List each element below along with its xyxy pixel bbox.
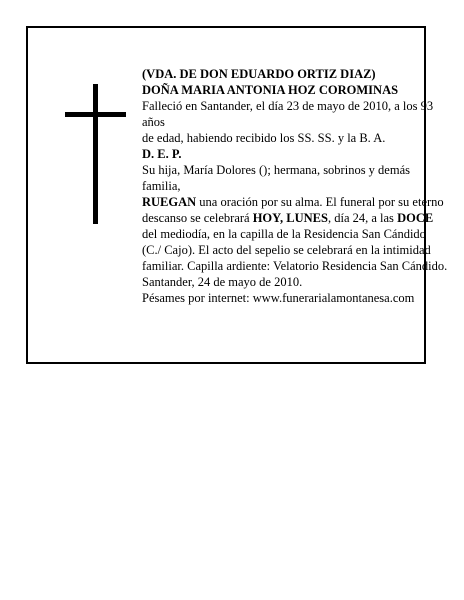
condolences-line: Pésames por internet: www.funerarialamontanesa.com (142, 291, 415, 305)
family-line: Su hija, María Dolores (); hermana, sobrinos y demás familia, (142, 163, 410, 193)
hoy-lunes: HOY, LUNES (252, 211, 328, 225)
date-line: Santander, 24 de mayo de 2010. (142, 275, 303, 289)
sacraments-line: de edad, habiendo recibido los SS. SS. y la B. A. (142, 131, 386, 145)
deceased-name: DOÑA MARIA ANTONIA HOZ COROMINAS (142, 83, 399, 97)
cross-icon-bar (65, 112, 126, 117)
obituary-notice (26, 26, 448, 364)
funeral-text-2: , día 24, a las (327, 211, 398, 225)
funeral-text-1: una oración por su alma. El funeral por su eterno descanso se celebrará (142, 195, 444, 225)
ruegan-word: RUEGAN (142, 195, 197, 209)
widow-line: (VDA. DE DON EDUARDO ORTIZ DIAZ) (142, 67, 376, 81)
death-line: Falleció en Santander, el día 23 de mayo de 2010, a los 93 años (142, 99, 434, 129)
obituary-text (142, 66, 448, 306)
funeral-text-3: del mediodía, en la capilla de la Residencia San Cándido (C./ Cajo). El acto del sepelio se celebrará en la intimidad familiar. Capilla ardiente: Velatorio Residencia San Cándido. (142, 227, 448, 273)
cross-icon (93, 84, 98, 224)
doce-word: DOCE (397, 211, 434, 225)
funeral-paragraph (142, 194, 448, 274)
dep-line: D. E. P. (142, 147, 182, 161)
